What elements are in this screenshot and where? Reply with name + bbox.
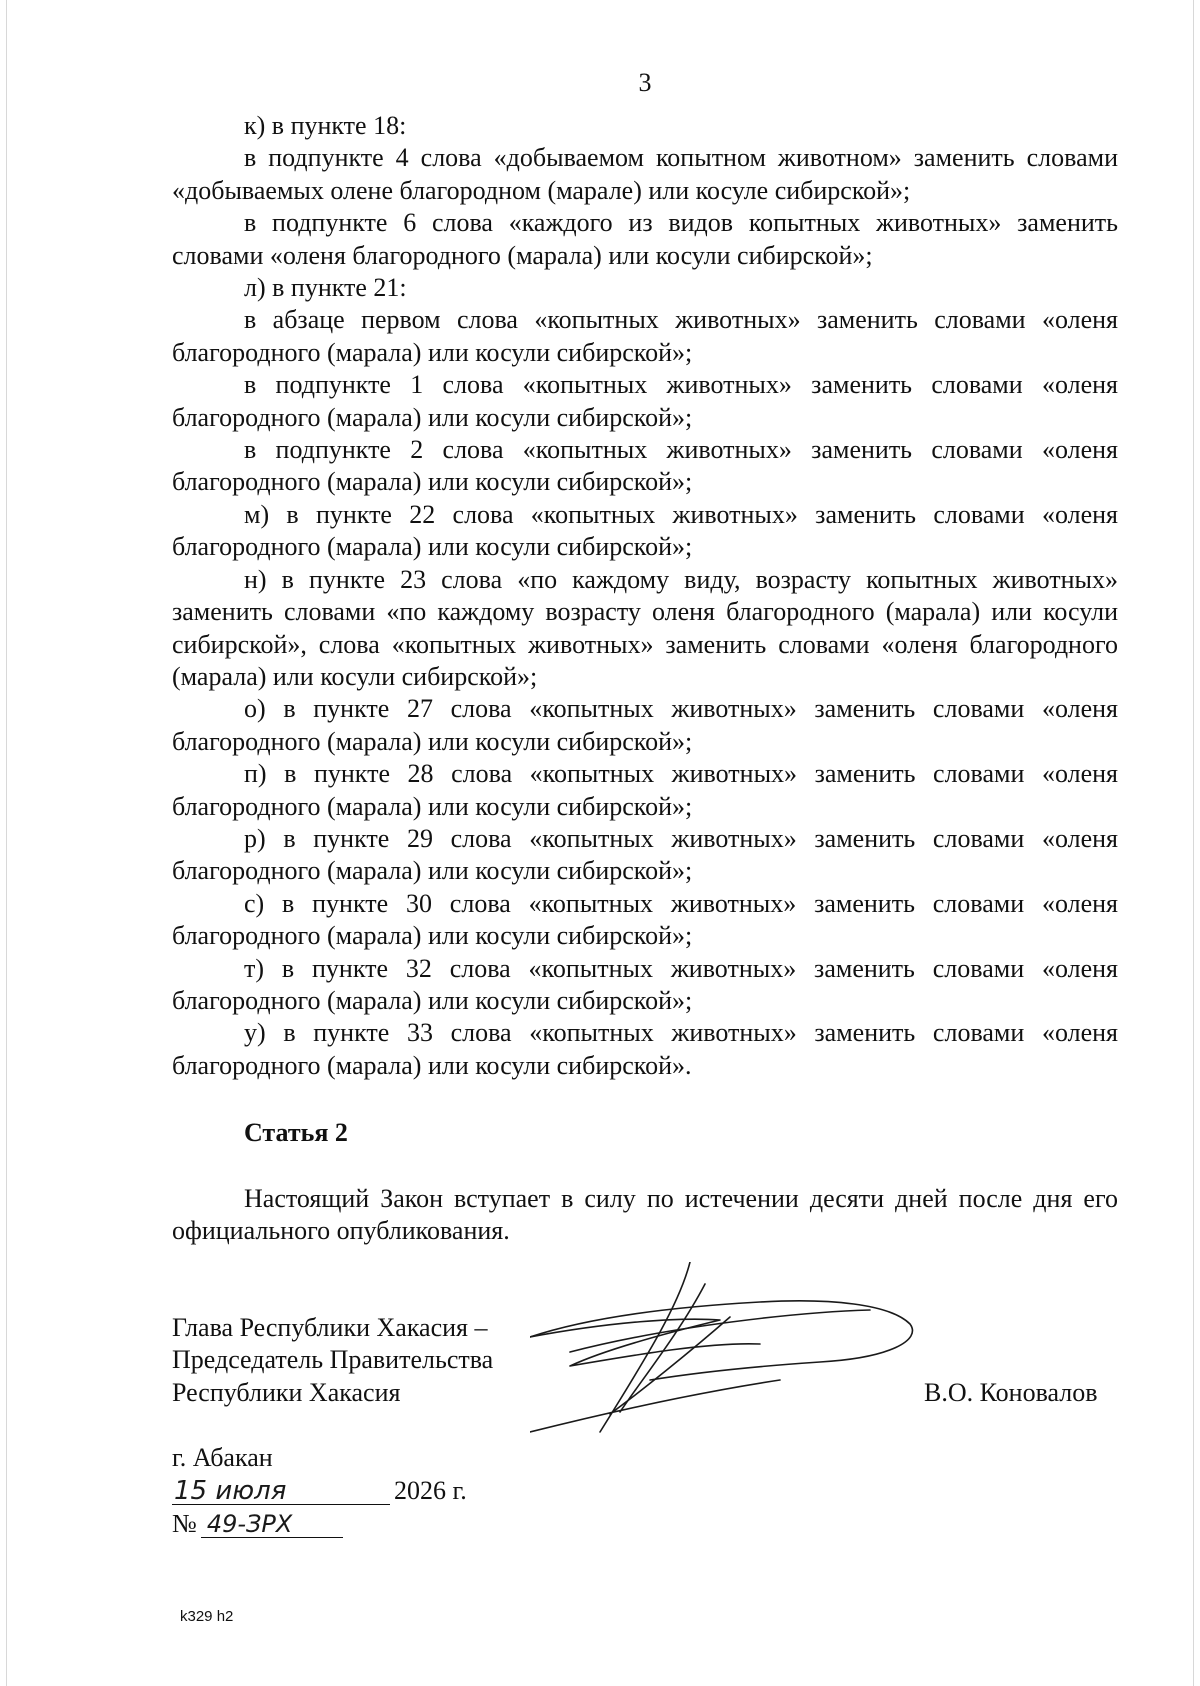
amendment-paragraph: в подпункте 6 слова «каждого из видов копытных животных» заменить словами «оленя благородного (марала) или косули сибирской»; [172, 208, 1118, 270]
amendment-paragraph: в подпункте 2 слова «копытных животных» заменить словами «оленя благородного (марала) или косули сибирской»; [172, 435, 1118, 497]
amendment-paragraph: у) в пункте 33 слова «копытных животных» заменить словами «оленя благородного (марала) или косули сибирской». [172, 1018, 1118, 1080]
signatory-name: В.О. Коновалов [924, 1378, 1098, 1407]
scan-edge-left [6, 0, 7, 1686]
article-heading: Статья 2 [244, 1118, 348, 1147]
amendment-paragraph: т) в пункте 32 слова «копытных животных» заменить словами «оленя благородного (марала) или косули сибирской»; [172, 953, 1118, 1015]
amendment-paragraph: л) в пункте 21: [244, 273, 407, 303]
article-paragraph: Настоящий Закон вступает в силу по истечении десяти дней после дня его официального опубликования. [172, 1184, 1118, 1246]
scan-edge-right [1193, 0, 1194, 1686]
amendment-paragraph: с) в пункте 30 слова «копытных животных» заменить словами «оленя благородного (марала) или косули сибирской»; [172, 888, 1118, 951]
amendment-paragraph: в подпункте 1 слова «копытных животных» заменить словами «оленя благородного (марала) или косули сибирской»; [172, 370, 1118, 432]
amendment-paragraph: м) в пункте 22 слова «копытных животных» заменить словами «оленя благородного (марала) или косули сибирской»; [172, 499, 1118, 562]
amendment-paragraph: р) в пункте 29 слова «копытных животных» заменить словами «оленя благородного (марала) или косули сибирской»; [172, 823, 1118, 886]
date-year: 2026 г. [394, 1476, 467, 1505]
handwritten-date: 15 июля [172, 1478, 390, 1505]
amendment-paragraph: о) в пункте 27 слова «копытных животных» заменить словами «оленя благородного (марала) или косули сибирской»; [172, 694, 1118, 756]
amendment-paragraph: в абзаце первом слова «копытных животных» заменить словами «оленя благородного (марала) или косули сибирской»; [172, 305, 1118, 367]
handwritten-signature [530, 1262, 930, 1442]
date-line [172, 1476, 467, 1506]
signatory-title-line: Председатель Правительства [172, 1345, 494, 1375]
amendment-paragraph: п) в пункте 28 слова «копытных животных» заменить словами «оленя благородного (марала) или косули сибирской»; [172, 759, 1118, 821]
amendment-paragraph: н) в пункте 23 слова «по каждому виду, возрасту копытных животных» заменить словами «по каждому возрасту оленя благородного (марала) или косули сибирской», слова «копытных животных» заменить словами «оленя благородного (марала) или косули сибирской»; [172, 564, 1118, 691]
amendment-paragraph: в подпункте 4 слова «добываемом копытном животном» заменить словами «добываемых олене благородном (марале) или косуле сибирской»; [172, 143, 1118, 205]
signatory-title-line: Глава Республики Хакасия – [172, 1313, 488, 1342]
handwritten-law-number: 49-ЗРХ [201, 1511, 343, 1538]
city: г. Абакан [172, 1443, 273, 1472]
law-number-line [172, 1509, 343, 1539]
document-code: k329 h2 [180, 1608, 234, 1625]
page-number: 3 [638, 68, 652, 97]
number-sign: № [172, 1509, 197, 1538]
article-text [172, 1183, 1118, 1248]
signatory-title [172, 1312, 493, 1409]
amendments-list [172, 110, 1118, 1082]
signatory-title-line: Республики Хакасия [172, 1377, 401, 1407]
amendment-paragraph: к) в пункте 18: [244, 111, 407, 140]
